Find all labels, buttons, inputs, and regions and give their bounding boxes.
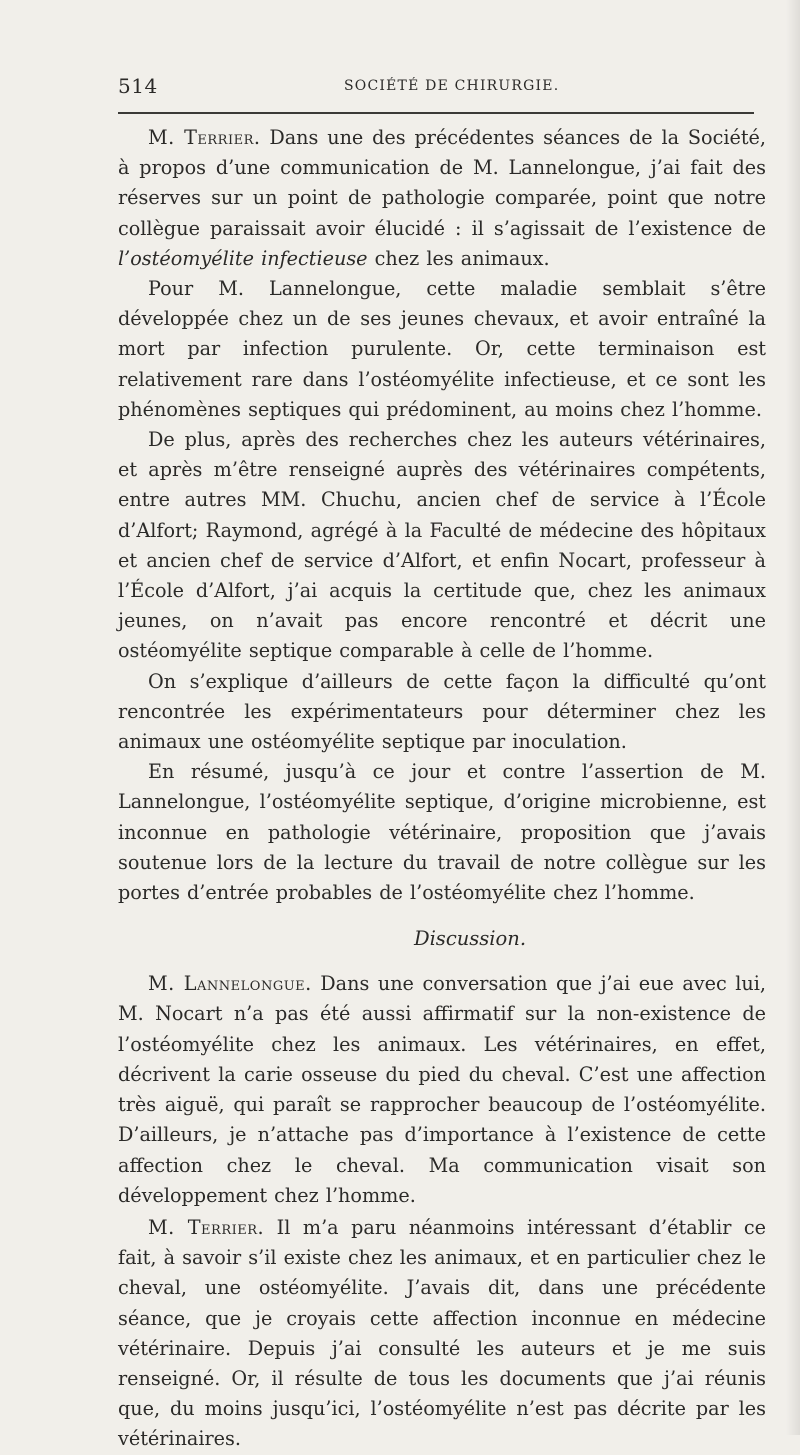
- paragraph: On s’explique d’ailleurs de cette façon la difficulté qu’ont rencontrée les expérimentateurs pour déterminer chez les animaux une ostéomyélite septique par inoculation.: [118, 669, 766, 754]
- italic-term: l’ostéomyélite infectieuse: [118, 246, 368, 270]
- paragraph-text: Dans une conversation que j’ai eue avec lui, M. Nocart n’a pas été aussi affirmatif sur la non-existence de l’ostéomyélite chez les animaux. Les vétérinaires, en effet, décrivent la carie osseuse du pied du cheval. C’est une affection très aiguë, qui paraît se rapprocher beaucoup de l’ostéomyélite. D’ailleurs, je n’attache pas d’importance à l’existence de cette affection chez le cheval. Ma communication visait son développement chez l’homme.: [118, 972, 766, 1207]
- page-header: [118, 74, 760, 102]
- speaker-name: M. Terrier.: [148, 1215, 265, 1239]
- body-text: [118, 123, 766, 1455]
- speaker-name: M. Lannelongue.: [148, 972, 312, 996]
- header-rule: [118, 112, 754, 114]
- paragraph: De plus, après des recherches chez les auteurs vétérinaires, et après m’être renseigné auprès des vétérinaires compétents, entre autres MM. Chuchu, ancien chef de service à l’École d’Alfort; Raymond, agrégé à la Faculté de médecine des hôpitaux et ancien chef de service d’Alfort, et enfin Nocart, professeur à l’École d’Alfort, j’ai acquis la certitude que, chez les animaux jeunes, on n’avait pas encore rencontré et décrit une ostéomyélite septique comparable à celle de l’homme.: [118, 428, 766, 663]
- paragraph-lannelongue: [118, 969, 766, 1211]
- page-number: 514: [118, 74, 158, 98]
- paragraph-terrier-1: [118, 123, 766, 274]
- paragraph-terrier-2: [118, 1213, 766, 1455]
- discussion-heading: Discussion.: [413, 927, 527, 951]
- paragraph-text: chez les animaux.: [367, 246, 550, 270]
- paragraph-text: Dans une des précédentes séances de la Société, à propos d’une communication de M. Lannelongue, j’ai fait des réserves sur un point de pathologie comparée, point que notre collègue paraissait avoir élucidé : il s’agissait de l’existence de: [118, 126, 766, 240]
- paragraph: Pour M. Lannelongue, cette maladie semblait s’être développée chez un de ses jeunes chevaux, et avoir entraîné la mort par infection purulente. Or, cette terminaison est relativement rare dans l’ostéomyélite infectieuse, et ce sont les phénomènes septiques qui prédominent, au moins chez l’homme.: [118, 277, 766, 421]
- running-head: SOCIÉTÉ DE CHIRURGIE.: [344, 78, 560, 94]
- paragraph-text: Il m’a paru néanmoins intéressant d’établir ce fait, à savoir s’il existe chez les animaux, et en particulier chez le cheval, une ostéomyélite. J’avais dit, dans une précédente séance, que je croyais cette affection inconnue en médecine vétérinaire. Depuis j’ai consulté les auteurs et je me suis renseigné. Or, il résulte de tous les documents que j’ai réunis que, du moins jusqu’ici, l’ostéomyélite n’est pas décrite par les vétérinaires.: [118, 1215, 766, 1451]
- paragraph: En résumé, jusqu’à ce jour et contre l’assertion de M. Lannelongue, l’ostéomyélite septique, d’origine microbienne, est inconnue en pathologie vétérinaire, proposition que j’avais soutenue lors de la lecture du travail de notre collègue sur les portes d’entrée probables de l’ostéomyélite chez l’homme.: [118, 760, 766, 905]
- speaker-name: M. Terrier.: [148, 126, 261, 149]
- page-edge-shadow: [786, 0, 800, 1435]
